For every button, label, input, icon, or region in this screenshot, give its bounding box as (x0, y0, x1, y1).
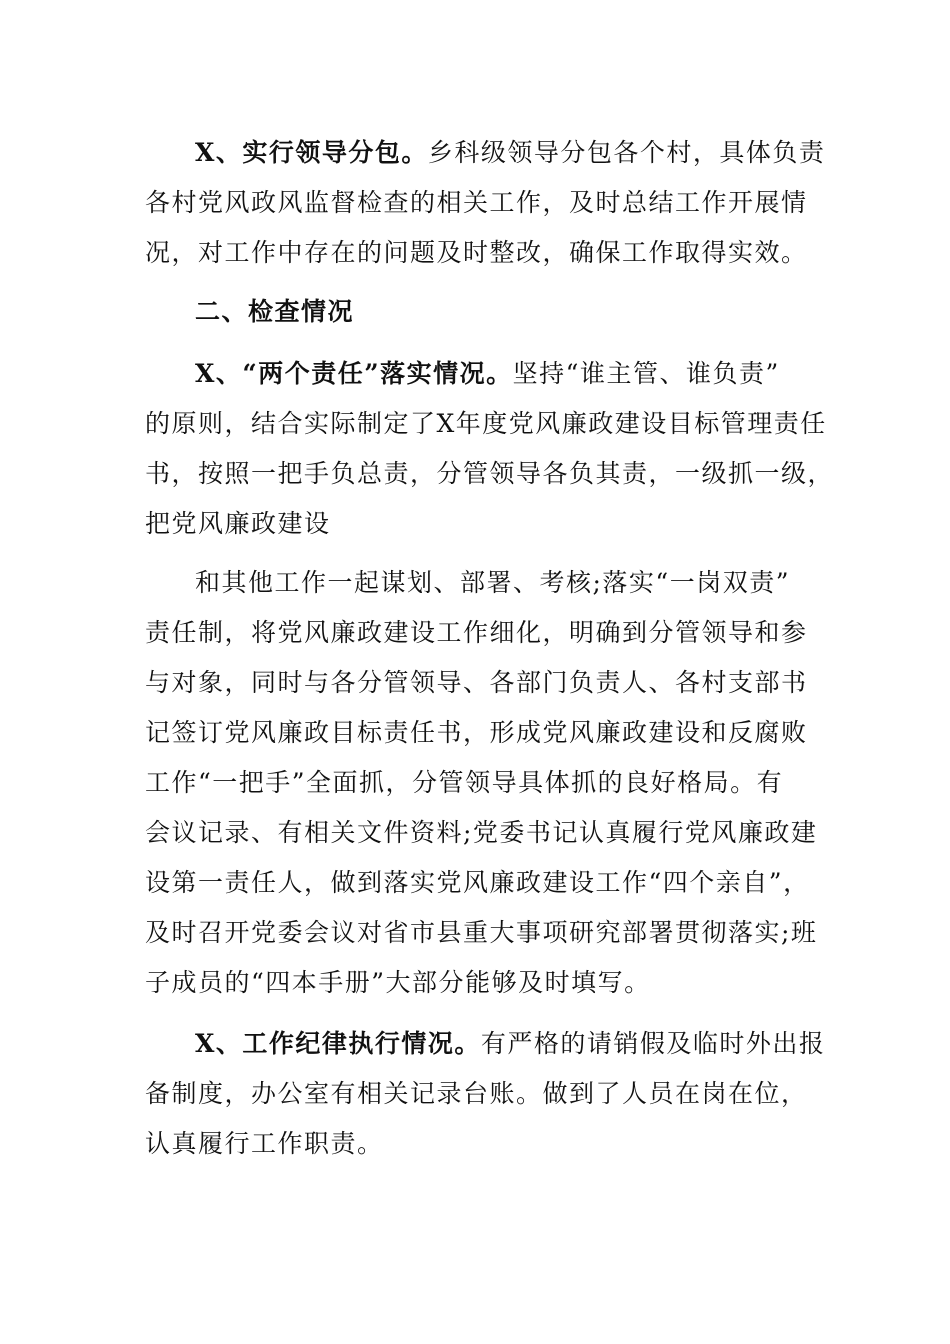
paragraph-planning-line-8: 及时召开党委会议对省市县重大事项研究部署贯彻落实;班 (145, 918, 818, 947)
heading-leadership: X、实行领导分包。 (195, 138, 428, 167)
paragraph-planning-line-7: 设第一责任人，做到落实党风廉政建设工作“四个亲自”， (145, 868, 810, 897)
paragraph-responsibility-line-2: 的原则，结合实际制定了X年度党风廉政建设目标管理责任 (145, 409, 827, 438)
paragraph-leadership-line-1 (195, 137, 825, 169)
paragraph-text: 有严格的请销假及临时外出报 (480, 1029, 826, 1058)
paragraph-text: 乡科级领导分包各个村，具体负责 (427, 138, 826, 167)
paragraph-discipline-line-1 (195, 1028, 825, 1060)
heading-responsibility: X、“两个责任”落实情况。 (195, 359, 513, 388)
paragraph-responsibility-line-3: 书，按照一把手负总责，分管领导各负其责，一级抓一级， (145, 459, 835, 488)
paragraph-planning-line-4: 记签订党风廉政目标责任书，形成党风廉政建设和反腐败 (145, 718, 808, 747)
paragraph-discipline-line-2: 备制度，办公室有相关记录台账。做到了人员在岗在位， (145, 1079, 808, 1108)
paragraph-planning-line-2: 责任制，将党风廉政建设工作细化，明确到分管领导和参 (145, 618, 808, 647)
paragraph-leadership-line-3: 况，对工作中存在的问题及时整改，确保工作取得实效。 (145, 238, 808, 267)
paragraph-planning-line-6: 会议记录、有相关文件资料;党委书记认真履行党风廉政建 (145, 818, 818, 847)
section-heading-inspection (195, 296, 354, 328)
paragraph-responsibility-line-4: 把党风廉政建设 (145, 509, 331, 538)
paragraph-text: 坚持“谁主管、谁负责” (512, 359, 780, 388)
paragraph-planning-line-1: 和其他工作一起谋划、部署、考核;落实“一岗双责” (195, 568, 790, 597)
paragraph-discipline-line-3: 认真履行工作职责。 (145, 1129, 384, 1158)
paragraph-planning-line-9: 子成员的“四本手册”大部分能够及时填写。 (145, 968, 651, 997)
paragraph-planning-line-5: 工作“一把手”全面抓，分管领导具体抓的良好格局。有 (145, 768, 784, 797)
section-title: 二、检查情况 (195, 297, 355, 326)
paragraph-planning-line-3: 与对象，同时与各分管领导、各部门负责人、各村支部书 (145, 668, 808, 697)
heading-discipline: X、工作纪律执行情况。 (195, 1029, 481, 1058)
paragraph-responsibility-line-1 (195, 358, 780, 390)
paragraph-leadership-line-2: 各村党风政风监督检查的相关工作，及时总结工作开展情 (145, 188, 808, 217)
